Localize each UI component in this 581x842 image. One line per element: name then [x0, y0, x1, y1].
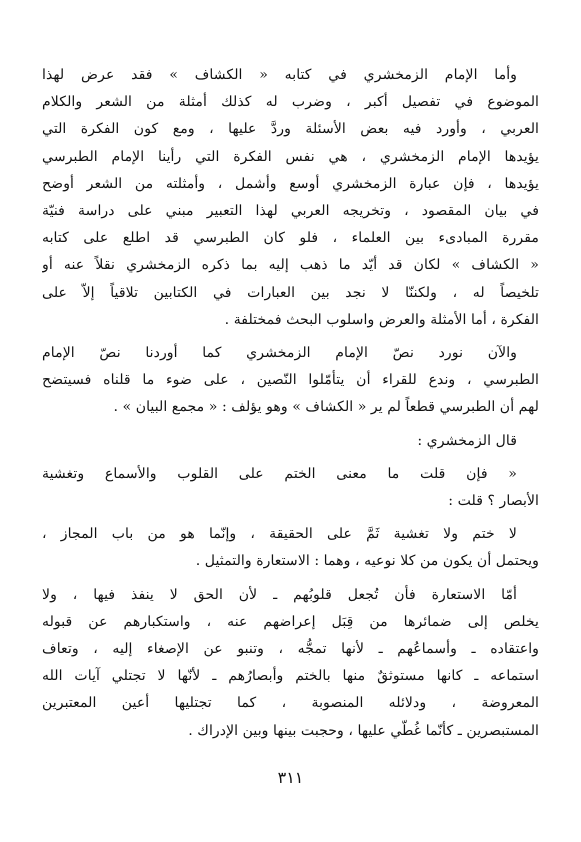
- paragraph-p2: [42, 340, 539, 422]
- text-line: مقررة المبادىء بين العلماء ، فلو كان الطبرسي قد اطلع على كتابه: [42, 230, 539, 247]
- text-line: الطبرسي ، وندع للقراء أن يتأمّلوا النّصين ، على ضوء ما قلناه فسيتضح: [42, 372, 539, 389]
- text-line: وأما الإمام الزمخشري في كتابه « الكشاف » فقد عرض لهذا: [42, 67, 517, 83]
- text-line: والآن نورد نصّ الإمام الزمخشري كما أوردنا نصّ الإمام: [42, 345, 517, 362]
- text-line: الفكرة ، أما الأمثلة والعرض واسلوب البحث فمختلفة .: [224, 311, 539, 328]
- text-line: العربي ، وأورد فيه بعض الأسئلة وردَّ عليها ، ومع كون الفكرة التي: [42, 121, 539, 138]
- text-line: « الكشاف » لكان قد أيّد ما ذهب إليه بما ذكره الزمخشري نقلاً عنه أو: [42, 257, 539, 274]
- paragraph-p4: [42, 461, 539, 515]
- text-line: تلخيصاً له ، ولكننّا لا نجد بين العبارات في الكتابين تلاقياً إلاّ على: [42, 284, 539, 301]
- text-line: الأبصار ؟ قلت :: [448, 493, 539, 510]
- text-line: في بيان المقصود ، وتخريجه العربي لهذا التعبير مبني على دراسة فنيّة: [42, 203, 539, 220]
- text-line: يؤيدها الإمام الزمخشري ، هي نفس الفكرة التي رأينا الإمام الطبرسي: [42, 148, 539, 165]
- text-line: « فإن قلت ما معنى الختم على القلوب والأسماع وتغشية: [42, 465, 517, 482]
- text-line: استماعه ـ كانها مستوثقٌ منها بالختم وأبصارُهم ـ لأنّها لا تجتلي آيات الله: [42, 668, 539, 685]
- paragraph-p5: [42, 521, 539, 575]
- text-line: لهم أن الطبرسي قطعاً لم ير « الكشاف » وهو يؤلف : « مجمع البيان » .: [113, 399, 539, 416]
- page-body: [42, 62, 539, 745]
- text-line: قال الزمخشري :: [417, 432, 517, 449]
- text-line: المعروضة ، ودلائله المنصوبة ، كما تجتليها أعين المعتبرين: [42, 695, 539, 712]
- paragraph-p3: [42, 428, 539, 455]
- text-line: الموضوع في تفصيل أكبر ، وضرب له كذلك أمثلة من الشعر والكلام: [42, 94, 539, 111]
- page-number: ٣١١: [277, 768, 304, 787]
- text-line: لا ختم ولا تغشية ثَمَّ على الحقيقة ، وإنّما هو من باب المجاز ،: [42, 526, 517, 543]
- text-line: واعتقاده ـ وأسماعُهم ـ لأنها تمجُّه ، وتنبو عن الإصغاء إليه ، وتعاف: [42, 641, 539, 658]
- text-line: المستبصرين ـ كأنّما غُطّي عليها ، وحجبت بينها وبين الإدراك .: [188, 722, 539, 739]
- paragraph-p6: [42, 582, 539, 745]
- text-line: يؤيدها ، فإن عبارة الزمخشري أوسع وأشمل ، وأمثلته من الشعر أوضح: [42, 175, 539, 192]
- text-line: ويحتمل أن يكون من كلا نوعيه ، وهما : الاستعارة والتمثيل .: [195, 553, 539, 570]
- paragraph-p1: [42, 62, 539, 334]
- text-line: أمّا الاستعارة فأن تُجعل قلوبُهم ـ لأن الحق لا ينفذ فيها ، ولا: [42, 586, 517, 603]
- text-line: يخلص إلى ضمائرها من قِبَل إعراضهم عنه ، واستكبارهم عن قبوله: [42, 613, 539, 630]
